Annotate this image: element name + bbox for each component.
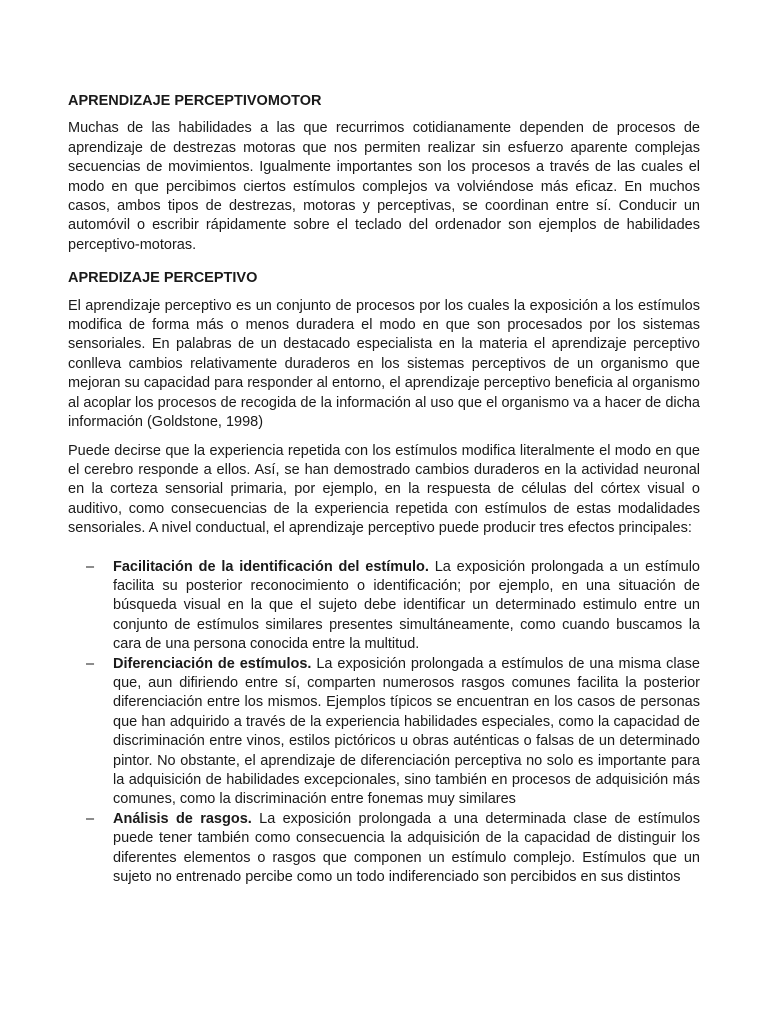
- list-item: [86, 655, 700, 810]
- section-heading-perceptivomotor: APRENDIZAJE PERCEPTIVOMOTOR: [68, 93, 322, 109]
- bullet-dash: –: [86, 810, 95, 827]
- section-heading-perceptivo: APREDIZAJE PERCEPTIVO: [68, 270, 258, 287]
- effects-list: [68, 558, 700, 888]
- list-item-title: Facilitación de la identificación del estímulo.: [113, 558, 429, 575]
- list-item-title: Análisis de rasgos.: [113, 810, 252, 827]
- list-item: [86, 558, 700, 655]
- list-item-text: La exposición prolongada a una determinada clase de estímulos puede tener también como consecuencia la adquisición de la capacidad de distinguir los diferentes elementos o rasgos que componen un estímulo complejo. Estímulos que un sujeto no entrenado percibe como un todo indiferenciado son percibidos en sus distintos: [113, 810, 700, 886]
- list-item: [86, 810, 700, 888]
- list-item-text: La exposición prolongada a un estímulo facilita su posterior reconocimiento o identificación; por ejemplo, en una situación de búsqueda visual en la que el sujeto debe identificar un determinado estimulo entre un conjunto de estímulos similares presentes simultáneamente, como cuando buscamos la cara de una persona conocida entre la multitud.: [113, 558, 700, 653]
- list-item-title: Diferenciación de estímulos.: [113, 655, 312, 672]
- bullet-dash: –: [86, 655, 95, 672]
- paragraph-definition: El aprendizaje perceptivo es un conjunto de procesos por los cuales la exposición a los estímulos modifica de forma más o menos duradera el modo en que son procesados por los sistemas sensoriales. En palabras de un destacado especialista en la materia el aprendizaje perceptivo conlleva cambios relativamente duraderos en los sistemas perceptivos de un organismo que mejoran su capacidad para responder al entorno, el aprendizaje perceptivo beneficia al organismo al acoplar los procesos de recogida de la información al uso que el organismo va a hacer de dicha información (Goldstone, 1998): [68, 297, 700, 431]
- bullet-dash: –: [86, 558, 95, 575]
- paragraph-intro: Muchas de las habilidades a las que recurrimos cotidianamente dependen de procesos de aprendizaje de destrezas motoras que nos permiten realizar sin esfuerzo aparente complejas secuencias de movimientos. Igualmente importantes son los procesos a través de las cuales el modo en que percibimos ciertos estímulos complejos va volviéndose más eficaz. En muchos casos, ambos tipos de destrezas, motoras y perceptivas, se coordinan entre sí. Conducir un automóvil o escribir rápidamente sobre el teclado del ordenador son ejemplos de habilidades perceptivo-motoras.: [68, 120, 700, 253]
- list-item-text: La exposición prolongada a estímulos de una misma clase que, aun difiriendo entre sí, comparten numerosos rasgos comunes facilita la posterior diferenciación entre los mismos. Ejemplos típicos se encuentran en los casos de personas que han adquirido a través de la experiencia habilidades especiales, como la capacidad de discriminación entre vinos, estilos pictóricos u obras auténticas o falsas de un determinado pintor. No obstante, el aprendizaje de diferenciación perceptiva no solo es importante para la adquisición de habilidades excepcionales, sino también en procesos de adquisición más comunes, como la discriminación entre fonemas muy similares: [113, 655, 700, 808]
- paragraph-effects: Puede decirse que la experiencia repetida con los estímulos modifica literalmente el modo en que el cerebro responde a ellos. Así, se han demostrado cambios duraderos en la actividad neuronal en la corteza sensorial primaria, por ejemplo, en la respuesta de células del córtex visual o auditivo, como consecuencias de la experiencia repetida con estímulos de estas modalidades sensoriales. A nivel conductual, el aprendizaje perceptivo puede producir tres efectos principales:: [68, 442, 700, 537]
